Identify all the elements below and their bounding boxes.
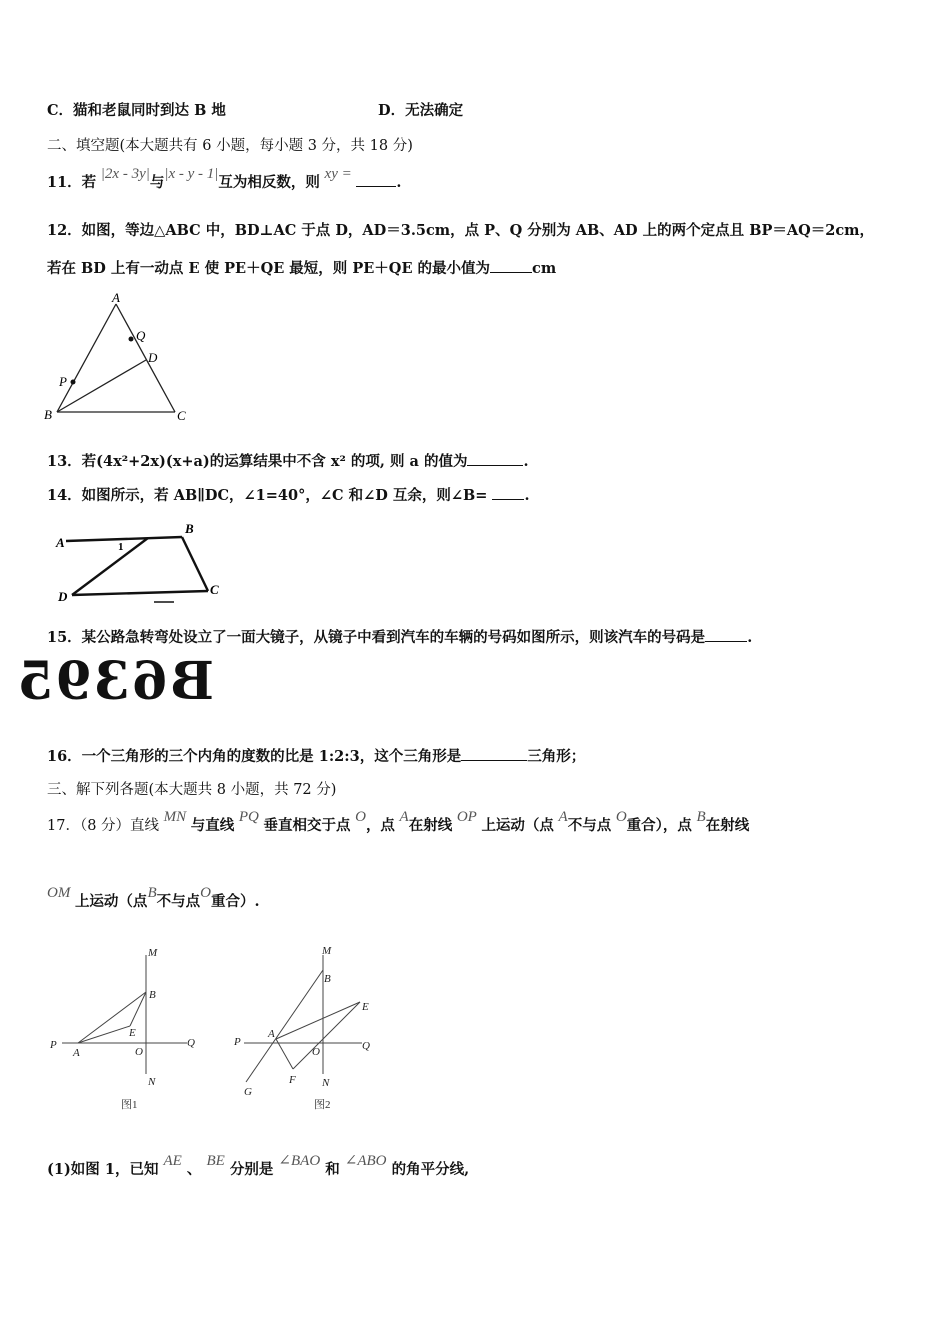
q11-expr2: |x - y - 1| xyxy=(164,166,219,182)
q12-label-b: B xyxy=(44,407,52,422)
q17-line1 xyxy=(47,809,750,836)
q12-line2-text: 若在 BD 上有一动点 E 使 PE＋QE 最短，则 PE＋QE 的最小值为 xyxy=(47,260,491,277)
q11-end: . xyxy=(396,174,402,191)
q17-sub1-b: 分别是 xyxy=(229,1161,274,1178)
q10-option-c: C．猫和老鼠同时到达 B 地 xyxy=(47,102,226,119)
q17-ang-abo: ∠ABO xyxy=(344,1153,387,1169)
fig2-label-n: N xyxy=(322,1077,330,1089)
q14 xyxy=(47,485,530,506)
fig1-label-n: N xyxy=(148,1076,156,1088)
q11-num: 11．若 xyxy=(47,174,97,191)
fig2-label-m: M xyxy=(322,945,332,957)
fig1-label-p: P xyxy=(50,1039,57,1051)
q12-label-c: C xyxy=(177,408,186,423)
fig1-label-q: Q xyxy=(187,1037,195,1049)
fig2-label-a: A xyxy=(268,1028,275,1040)
q14-label-d: D xyxy=(58,589,68,604)
q17-p10: 上运动（点 xyxy=(74,893,148,910)
q17-a2: A xyxy=(558,809,568,825)
q15 xyxy=(47,627,752,648)
q17-p3: 垂直相交于点 xyxy=(263,817,351,834)
q17-op: OP xyxy=(456,809,477,825)
fig2-label-g: G xyxy=(244,1086,252,1098)
q17-p7b: 不与点 xyxy=(156,893,201,910)
fig1-label-e: E xyxy=(129,1027,136,1039)
q17-and: 和 xyxy=(325,1161,340,1178)
q17-line2 xyxy=(47,885,260,912)
fig2-label-e: E xyxy=(362,1001,369,1013)
q17-om: OM xyxy=(47,885,71,901)
q17-be: BE xyxy=(206,1153,225,1169)
q11 xyxy=(47,166,402,193)
q16 xyxy=(47,746,585,767)
fig2-caption: 图2 xyxy=(314,1099,331,1111)
fig1-label-o: O xyxy=(135,1046,143,1058)
q12-unit: cm xyxy=(532,260,557,277)
q17-p11: 重合）. xyxy=(210,893,260,910)
q15-answer-blank[interactable] xyxy=(705,627,747,642)
q12-triangle-figure xyxy=(40,290,200,425)
q14-label-b: B xyxy=(185,521,194,536)
fig1-label-b: B xyxy=(149,989,156,1001)
q12-label-p: P xyxy=(59,374,67,389)
q17-ang-bao: ∠BAO xyxy=(278,1153,321,1169)
fig2-label-f: F xyxy=(289,1074,296,1086)
q12-label-d: D xyxy=(148,350,158,365)
q16-tail: 三角形； xyxy=(527,748,586,765)
section2-heading: 二、填空题(本大题共有 6 小题，每小题 3 分，共 18 分) xyxy=(47,138,413,154)
q17-p9: 在射线 xyxy=(705,817,750,834)
q17-pq: PQ xyxy=(238,809,259,825)
q17-o1: O xyxy=(355,809,366,825)
q11-answer-blank[interactable] xyxy=(356,172,396,187)
q13 xyxy=(47,451,529,472)
q16-answer-blank[interactable] xyxy=(461,746,527,761)
q12-line2 xyxy=(47,258,556,279)
q17-p6: 上运动（点 xyxy=(481,817,554,834)
q17-figure2 xyxy=(228,942,388,1117)
q14-trapezoid-figure xyxy=(52,518,232,610)
fig2-label-o: O xyxy=(312,1046,320,1058)
q17-p5: 在射线 xyxy=(408,817,453,834)
q17-p1: 17．（8 分）直线 xyxy=(47,818,160,834)
q11-expr3: xy = xyxy=(324,166,352,182)
q14-label-angle1: 1 xyxy=(118,541,124,553)
q17-p2: 与直线 xyxy=(190,817,235,834)
q17-sub1 xyxy=(47,1153,470,1180)
q14-label-c: C xyxy=(210,582,219,597)
q17-p7: 不与点 xyxy=(567,817,612,834)
q13-end: . xyxy=(523,453,529,470)
q15-end: . xyxy=(747,629,753,646)
q14-end: . xyxy=(524,487,530,504)
section3-heading: 三、解下列各题(本大题共 8 小题，共 72 分) xyxy=(47,782,337,798)
fig2-label-q: Q xyxy=(362,1040,370,1052)
q17-sep: 、 xyxy=(186,1161,202,1178)
q14-label-a: A xyxy=(56,535,65,550)
q15-mirrored-plate: B6395 xyxy=(15,651,214,712)
q17-mn: MN xyxy=(163,809,187,825)
q10-option-d: D．无法确定 xyxy=(378,102,464,119)
q17-o3: O xyxy=(200,885,211,901)
q17-sub1-c: 的角平分线, xyxy=(391,1161,470,1178)
q11-tail: 互为相反数，则 xyxy=(218,174,320,191)
q16-text: 16．一个三角形的三个内角的度数的比是 1:2:3，这个三角形是 xyxy=(47,748,462,765)
fig1-label-a: A xyxy=(73,1047,80,1059)
q11-mid: 与 xyxy=(149,174,165,191)
q12-answer-blank[interactable] xyxy=(490,258,532,273)
q17-p8: 重合），点 xyxy=(626,817,692,834)
q13-answer-blank[interactable] xyxy=(467,451,523,466)
q17-ae: AE xyxy=(163,1153,182,1169)
fig2-label-b: B xyxy=(324,973,331,985)
q14-text: 14．如图所示，若 AB∥DC，∠1=40°，∠C 和∠D 互余，则∠B= xyxy=(47,487,488,504)
q12-label-q: Q xyxy=(136,328,146,343)
q12-line1: 12．如图，等边△ABC 中，BD⊥AC 于点 D，AD＝3.5cm，点 P、Q 分别为 AB、AD 上的两个定点且 BP＝AQ＝2cm， xyxy=(47,222,875,239)
q17-o2: O xyxy=(615,809,627,825)
q14-answer-blank[interactable] xyxy=(492,485,524,500)
q17-figure1 xyxy=(44,942,204,1117)
q17-b2: B xyxy=(147,885,157,901)
q17-b1: B xyxy=(696,809,706,825)
fig1-label-m: M xyxy=(148,947,158,959)
q12-label-a: A xyxy=(112,290,120,305)
q17-p4: ，点 xyxy=(365,817,395,834)
q15-text: 15．某公路急转弯处设立了一面大镜子，从镜子中看到汽车的车辆的号码如图所示，则该汽车的号码是 xyxy=(47,629,706,646)
q17-a1: A xyxy=(399,809,409,825)
fig1-caption: 图1 xyxy=(121,1099,138,1111)
fig2-label-p: P xyxy=(234,1036,241,1048)
q11-expr1: |2x - 3y| xyxy=(100,166,150,182)
q17-sub1-a: (1)如图 1，已知 xyxy=(47,1161,159,1178)
q13-text: 13．若(4x²+2x)(x+a)的运算结果中不含 x² 的项, 则 a 的值为 xyxy=(47,453,468,470)
